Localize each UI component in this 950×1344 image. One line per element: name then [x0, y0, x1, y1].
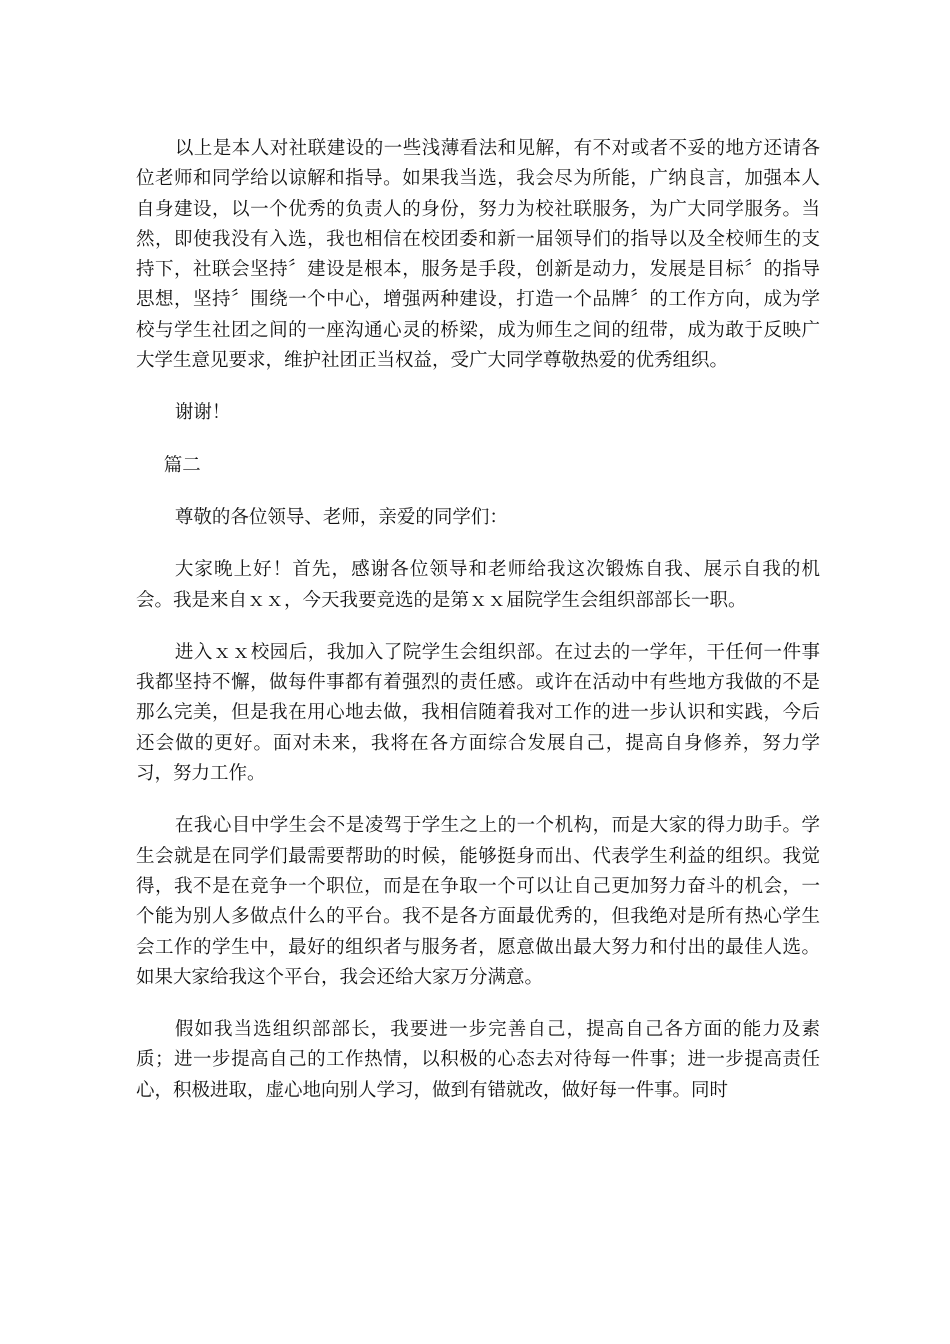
paragraph-salutation: 尊敬的各位领导、老师，亲爱的同学们： [174, 506, 508, 528]
paragraph-closing-statement: 以上是本人对社联建设的一些浅薄看法和见解，有不对或者不妥的地方还请各位老师和同学给以谅解和指导。如果我当选，我会尽为所能，广纳良言，加强本人自身建设，以一个优秀的负责人的身份，努力为校社联服务，为广大同学服务。当然，即使我没有入选，我也相信在校团委和新一届领导们的指导以及全校师生的支持下，社联会坚持〞建设是根本，服务是手段，创新是动力，发展是目标〞的指导思想，坚持〞围绕一个中心，增强两种建设，打造一个品牌〞的工作方向，成为学校与学生社团之间的一座沟通心灵的桥梁，成为师生之间的纽带，成为敢于反映广大学生意见要求，维护社团正当权益，受广大同学尊敬热爱的优秀组织。 [136, 138, 820, 372]
paragraph-experience: 进入ｘｘ校园后，我加入了院学生会组织部。在过去的一学年，干任何一件事我都坚持不懈，做每件事都有着强烈的责任感。或许在活动中有些地方我做的不是那么完美，但是我在用心地去做，我相信随着我对工作的进一步认识和实践，今后还会做的更好。面对未来，我将在各方面综合发展自己，提高自身修养，努力学习，努力工作。 [136, 641, 820, 785]
paragraph-student-union-view: 在我心目中学生会不是凌驾于学生之上的一个机构，而是大家的得力助手。学生会就是在同学们最需要帮助的时候，能够挺身而出、代表学生利益的组织。我觉得，我不是在竞争一个职位，而是在争取一个可以让自己更加努力奋斗的机会，一个能为别人多做点什么的平台。我不是各方面最优秀的，但我绝对是所有热心学生会工作的学生中，最好的组织者与服务者，愿意做出最大努力和付出的最佳人选。如果大家给我这个平台，我会还给大家万分满意。 [136, 815, 820, 988]
paragraph-greeting: 大家晚上好！首先，感谢各位领导和老师给我这次锻炼自我、展示自我的机会。我是来自ｘｘ，今天我要竞选的是第ｘｘ届院学生会组织部部长一职。 [136, 559, 820, 611]
paragraph-plans: 假如我当选组织部部长，我要进一步完善自己，提高自己各方面的能力及素质；进一步提高自己的工作热情，以积极的心态去对待每一件事；进一步提高责任心，积极进取，虚心地向别人学习，做到有错就改，做好每一件事。同时 [136, 1019, 820, 1101]
document-body [136, 134, 820, 1106]
section-heading: 篇二 [163, 454, 201, 476]
paragraph-thanks: 谢谢！ [174, 402, 231, 424]
